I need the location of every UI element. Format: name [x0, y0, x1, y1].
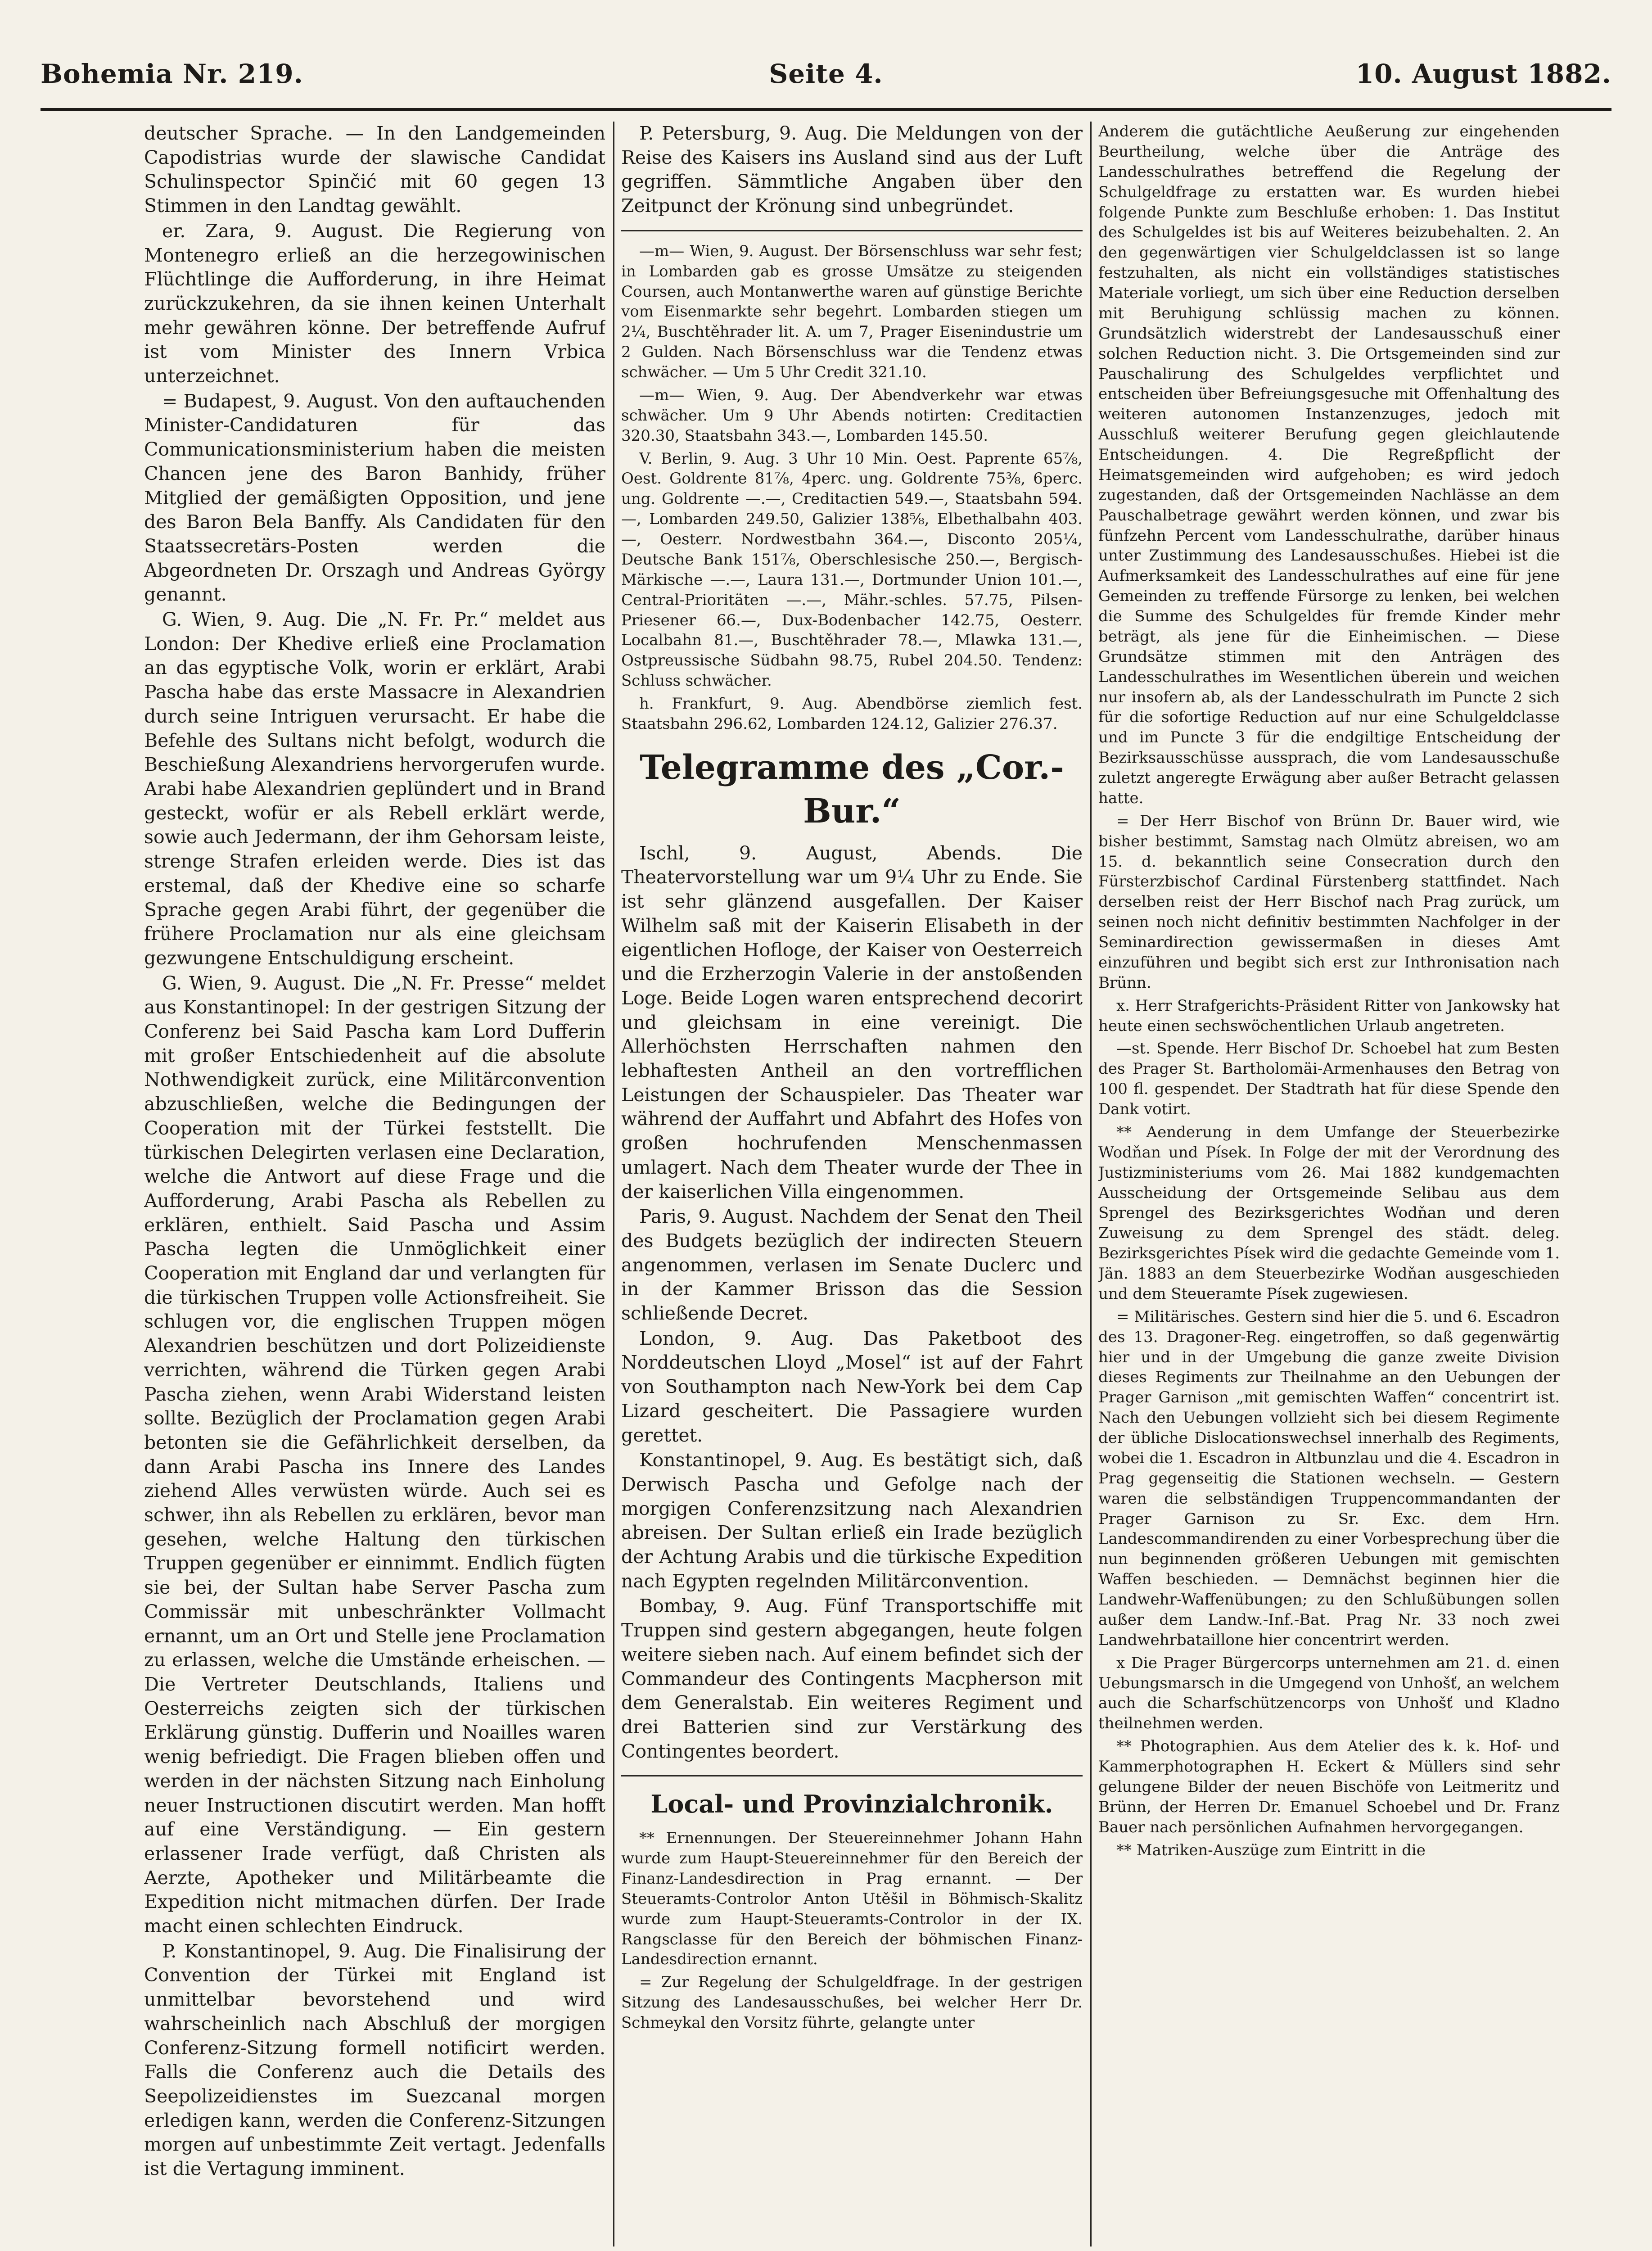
masthead — [41, 50, 1611, 108]
column-divider — [1090, 122, 1092, 2246]
article-budapest: = Budapest, 9. August. Von den auftauchenden Minister-Candidaturen für das Communicationsministerium haben die meisten Chancen jene des Baron Banhidy, früher Mitglied der gemäßigten Opposition, und jene des Baron Bela Banffy. Als Candidaten für den Staatssecretärs-Posten werden die Abgeordneten Dr. Orszagh und Andreas György genannt. — [144, 390, 605, 606]
telegram-london: London, 9. Aug. Das Paketboot des Norddeutschen Lloyd „Mosel“ ist auf der Fahrt von Southampton nach New-York bei dem Cap Lizard gescheitert. Die Passagiere wurden gerettet. — [621, 1327, 1083, 1446]
masthead-rule — [41, 108, 1611, 111]
article-petersburg: P. Petersburg, 9. Aug. Die Meldungen von der Reise des Kaisers ins Ausland sind aus der Luft gegriffen. Sämmtliche Angaben über den Zeitpunct der Krönung sind unbegründet. — [621, 122, 1083, 217]
column-3 — [1098, 122, 1560, 2251]
column-divider — [613, 122, 614, 2246]
masthead-issue: Bohemia Nr. 219. — [41, 59, 303, 89]
market-reports — [621, 241, 1083, 734]
local-photographien: ** Photographien. Aus dem Atelier des k. k. Hof- und Kammerphotographen H. Eckert & Müllers sind sehr gelungene Bilder der neuen Bischöfe von Leitmeritz und Brünn, der Herren Dr. Emanuel Schoebel und Dr. Franz Bauer nach persönlichen Aufnahmen hervorgegangen. — [1098, 1737, 1560, 1836]
local-buergercorps: x Die Prager Bürgercorps unternehmen am 21. d. einen Uebungsmarsch in die Umgegend von Unhošť, an welchem auch die Scharfschützencorps von Unhošť und Kladno theilnehmen werden. — [1098, 1654, 1560, 1733]
section-heading-local: Local- und Provinzialchronik. — [650, 1790, 1053, 1819]
section-rule — [621, 230, 1083, 231]
telegram-konstantinopel: Konstantinopel, 9. Aug. Es bestätigt sich, daß Derwisch Pascha und Gefolge nach der morgigen Conferenzsitzung nach Alexandrien abreisen. Der Sultan erließ ein Irade bezüglich der Achtung Arabis und die türkische Expedition nach Egypten regelnden Militärconvention. — [621, 1449, 1083, 1592]
article-konstantinopel: P. Konstantinopel, 9. Aug. Die Finalisirung der Convention der Türkei mit England ist unmittelbar bevorstehend und wird wahrscheinlich nach Abschluß der morgigen Conferenz-Sitzung formell notificirt werden. Falls die Conferenz auch die Details des Seepolizeidienstes im Suezcanal morgen erledigen kann, werden die Conferenz-Sitzungen morgen auf unbestimmte Zeit vertagt. Jedenfalls ist die Vertagung imminent. — [144, 1940, 605, 2180]
article-wien-conference: G. Wien, 9. August. Die „N. Fr. Presse“ meldet aus Konstantinopel: In der gestrigen Sitzung der Conferenz bei Said Pascha kam Lord Dufferin mit großer Entschiedenheit auf die absolute Nothwendigkeit zurück, eine Militärconvention abzuschließen, welche die Bedingungen der Cooperation mit der Türkei feststellt. Die türkischen Delegirten verlasen eine Declaration, welche die Antwort auf diese Frage und die Aufforderung, Arabi Pascha als Rebellen zu erklären, enthielt. Said Pascha und Assim Pascha legten die Unmöglichkeit einer Cooperation mit England dar und verlangten für die türkischen Truppen volle Actionsfreiheit. Sie schlugen vor, die englischen Truppen mögen Alexandrien beschützen und dort Polizeidienste verrichten, während die Türken gegen Arabi Pascha ziehen, wenn Arabi Widerstand leisten sollte. Bezüglich der Proclamation gegen Arabi betonten sie die Gefährlichkeit derselben, da dann Arabi Pascha ins Innere des Landes ziehend Alles verwüsten würde. Auch sei es schwer, ihn als Rebellen zu erklären, bevor man gesehen, welche Haltung den türkischen Truppen gegenüber er einnimmt. Endlich fügten sie bei, der Sultan habe Server Pascha zum Commissär mit unbeschränkter Vollmacht ernannt, um an Ort und Stelle jene Proclamation zu erlassen, welche die Umstände erheischen. — Die Vertreter Deutschlands, Italiens und Oesterreichs zeigten sich der türkischen Erklärung günstig. Dufferin und Noailles waren wenig befriedigt. Die Fragen blieben offen und werden in der nächsten Sitzung nach Einholung neuer Instructionen discutirt werden. Man hofft auf eine Verständigung. — Ein gestern erlassener Irade verfügt, daß Christen als Aerzte, Apotheker und Militärbeamte die Expedition nicht mitmachen dürfen. Der Irade macht einen schlechten Eindruck. — [144, 972, 605, 1937]
market-report-berlin: V. Berlin, 9. Aug. 3 Uhr 10 Min. Oest. Paprente 65⅞, Oest. Goldrente 81⅞, 4perc. ung. Goldrente 75⅜, 6perc. ung. Goldrente —.—, Creditactien 549.—, Staatsbahn 594.—, Lombarden 249.50, Galizier 138⅝, Elbethalbahn 403.—, Oesterr. Nordwestbahn 364.—, Disconto 205¼, Deutsche Bank 151⅞, Oberschlesische 250.—, Bergisch-Märkische —.—, Laura 131.—, Dortmunder Union 101.—, Central-Prioritäten —.—, Mähr.-schles. 57.75, Pilsen-Priesener 66.—, Dux-Bodenbacher 142.75, Oesterr. Localbahn 81.—, Buschtěhrader 78.—, Mlawka 131.—, Ostpreussische Südbahn 98.75, Rubel 204.50. Tendenz: Schluss schwächer. — [621, 449, 1083, 690]
local-ernennungen: ** Ernennungen. Der Steuereinnehmer Johann Hahn wurde zum Haupt-Steuereinnehmer für den Bereich der Finanz-Landesdirection in Prag ernannt. — Der Steueramts-Controlor Anton Utěšil in Böhmisch-Skalitz wurde zum Haupt-Steueramts-Controlor in der IX. Rangsclasse für den Bereich der böhmischen Finanz-Landesdirection ernannt. — [621, 1829, 1083, 1969]
local-matriken: ** Matriken-Auszüge zum Eintritt in die — [1116, 1841, 1426, 1859]
local-schulgeldfrage: = Zur Regelung der Schulgeldfrage. In der gestrigen Sitzung des Landesausschußes, bei welcher Herr Dr. Schmeykal den Vorsitz führte, gelangte unter — [621, 1973, 1083, 2032]
local-militaerisches: = Militärisches. Gestern sind hier die 5. und 6. Escadron des 13. Dragoner-Reg. eingetroffen, so daß gegenwärtig hier und in der Umgebung die ganze zweite Division dieses Regiments zur Theilnahme an den Uebungen der Prager Garnison „mit gemischten Waffen“ concentrirt ist. Nach den Uebungen vollzieht sich bei diesem Regimente der übliche Dislocationswechsel innerhalb des Regiments, wobei die 1. Escadron in Altbunzlau und die 4. Escadron in Prag gegenseitig die Stationen wechseln. — Gestern waren die selbständigen Truppencommandanten der Prager Garnison zu Sr. Exc. dem Hrn. Landescommandirenden zu einer Vorbesprechung über die nun beginnenden größeren Uebungen mit gemischten Waffen beschieden. — Demnächst beginnen hier die Landwehr-Waffenübungen; zu den Schlußübungen sollen außer dem Landw.-Inf.-Bat. Prag Nr. 33 noch zwei Landwehrbataillone hier concentrirt werden. — [1098, 1307, 1560, 1649]
section-rule — [621, 1775, 1083, 1776]
masthead-page-number: Seite 4. — [769, 59, 883, 89]
market-report-wien: —m— Wien, 9. August. Der Börsenschluss war sehr fest; in Lombarden gab es grosse Umsätze zu steigenden Coursen, auch Montanwerthe waren auf günstige Berichte vom Eisenmarkte sehr begehrt. Lombarden stiegen um 2¼, Buschtěhrader lit. A. um 7, Prager Eisenindustrie um 2 Gulden. Nach Börsenschluss war die Tendenz etwas schwächer. — Um 5 Uhr Credit 321.10. — [621, 242, 1083, 382]
market-report-frankfurt: h. Frankfurt, 9. Aug. Abendbörse ziemlich fest. Staatsbahn 296.62, Lombarden 124.12, Galizier 276.37. — [621, 695, 1083, 733]
article-zara: er. Zara, 9. August. Die Regierung von Montenegro erließ an die herzegowinischen Flüchtlinge die Aufforderung, in ihre Heimat zurückzukehren, da sie ihnen keinen Unterhalt mehr gewähren könne. Der betreffende Aufruf ist vom Minister des Innern Vrbica unterzeichnet. — [144, 220, 605, 387]
column-1 — [144, 122, 605, 2251]
local-news — [621, 1828, 1083, 2033]
local-strafgericht: x. Herr Strafgerichts-Präsident Ritter von Jankowsky hat heute einen sechswöchentlichen Urlaub angetreten. — [1098, 996, 1560, 1035]
telegram-paris: Paris, 9. August. Nachdem der Senat den Theil des Budgets bezüglich der indirecten Steuern angenommen, verlasen im Senate Duclerc und in der Kammer Brisson das die Session schließende Decret. — [621, 1206, 1083, 1324]
local-spende: —st. Spende. Herr Bischof Dr. Schoebel hat zum Besten des Prager St. Bartholomäi-Armenhauses den Betrag von 100 fl. gespendet. Der Stadtrath hat für diese Spende den Dank votirt. — [1098, 1040, 1560, 1118]
article-wien-khedive: G. Wien, 9. Aug. Die „N. Fr. Pr.“ meldet aus London: Der Khedive erließ eine Proclamation an das egyptische Volk, worin er erklärt, Arabi Pascha habe das erste Massacre in Alexandrien durch seine Intriguen verursacht. Er habe die Befehle des Sultans nicht befolgt, wodurch die Beschießung Alexandriens hervorgerufen wurde. Arabi habe Alexandrien geplündert und in Brand gesteckt, wofür er als Rebell erklärt werde, sowie auch Jedermann, der ihm Gehorsam leiste, strenge Strafen erleiden werde. Dies ist das erstemal, daß der Khedive eine so scharfe Sprache gegen Arabi führt, der gegenüber die frühere Proclamation nur als eine gleichsam gezwungene Entschuldigung erscheint. — [144, 609, 605, 969]
column-2 — [621, 122, 1083, 2251]
article-paragraph: deutscher Sprache. — In den Landgemeinden Capodistrias wurde der slawische Candidat Schulinspector Spinčić mit 60 gegen 13 Stimmen in den Landtag gewählt. — [144, 122, 605, 217]
section-heading-telegrams: Telegramme des „Cor.-Bur.“ — [640, 748, 1064, 831]
local-schulgeld-continued: Anderem die gutächtliche Aeußerung zur eingehenden Beurtheilung, welche über die Anträge des Landesschulrathes betreffend die Regelung der Schulgeldfrage zu erstatten war. Es wurden hiebei folgende Punkte zum Beschluße erhoben: 1. Das Institut des Schulgeldes ist bis auf Weiteres beizubehalten. 2. An den gegenwärtigen vier Schulgeldclassen ist so lange festzuhalten, als nicht ein vollständiges statistisches Materiale vorliegt, um sich über eine Reduction derselben mit Beruhigung schlüssig machen zu können. Grundsätzlich widerstrebt der Landesausschuß einer solchen Reduction nicht. 3. Die Ortsgemeinden sind zur Pauschalirung des Schulgeldes verpflichtet und entscheiden über Befreiungsgesuche mit Offenhaltung des weiteren autonomen Instanzenzuges, jedoch mit Ausschluß weiterer Berufung gegen gleichlautende Entscheidungen. 4. Die Regreßpflicht der Heimatsgemeinden wird aufgehoben; es wird jedoch zugestanden, daß der Ortsgemeinden Nachlässe an dem Pauschalbetrage gewährt werden können, und zwar bis fünfzehn Percent vom Landesschulrathe, darüber hinaus unter Zustimmung des Landesausschußes. Hiebei ist die Aufmerksamkeit des Landesschulrathes auf eine für jene Gemeinden zu treffende Fürsorge zu lenken, bei welchen die Summe des Schulgeldes für fremde Kinder mehr beträgt, als jene für die Einheimischen. — Diese Grundsätze stimmen mit den Anträgen des Landesschulrathes im Wesentlichen überein und weichen nur insofern ab, als der Landesschulrath im Puncte 2 sich für die sofortige Reduction auf nur eine Schulgeldclasse und im Puncte 3 für die endgiltige Entscheidung der Bezirksausschüsse aussprach, die vom Landesausschuße zuletzt angeregte Erwägung aber außer Betracht gelassen hatte. — [1098, 122, 1560, 807]
local-steuerbezirke: ** Aenderung in dem Umfange der Steuerbezirke Wodňan und Písek. In Folge der mit der Verordnung des Justizministeriums vom 26. Mai 1882 kundgemachten Ausscheidung der Ortsgemeinde Selibau aus dem Sprengel des Bezirksgerichtes Wodňan und deren Zuweisung zu dem Sprengel des städt. deleg. Bezirksgerichtes Písek wird die gedachte Gemeinde vom 1. Jän. 1883 an dem Steuerbezirke Wodňan ausgeschieden und dem Steueramte Písek zugewiesen. — [1098, 1123, 1560, 1303]
telegram-bombay: Bombay, 9. Aug. Fünf Transportschiffe mit Truppen sind gestern abgegangen, heute folgen weitere sieben nach. Auf einem befindet sich der Commandeur des Contingents Macpherson mit dem Generalstab. Ein weiteres Regiment und drei Batterien sind zur Verstärkung des Contingentes beordert. — [621, 1595, 1083, 1762]
telegram-ischl: Ischl, 9. August, Abends. Die Theatervorstellung war um 9¼ Uhr zu Ende. Sie ist sehr glänzend ausgefallen. Der Kaiser Wilhelm saß mit der Kaiserin Elisabeth in der eigentlichen Hofloge, der Kaiser von Oesterreich und die Erzherzogin Valerie in der anstoßenden Loge. Beide Logen waren entsprechend decorirt und gleichsam in eine vereinigt. Die Allerhöchsten Herrschaften nahmen den lebhaftesten Antheil an den vortrefflichen Leistungen der Schauspieler. Das Theater war während der Auffahrt und Abfahrt des Hofes von großen hochrufenden Menschenmassen umlagert. Nach dem Theater wurde der Thee in der kaiserlichen Villa eingenommen. — [621, 842, 1083, 1202]
market-report-wien-evening: —m— Wien, 9. Aug. Der Abendverkehr war etwas schwächer. Um 9 Uhr Abends notirten: Creditactien 320.30, Staatsbahn 343.—, Lombarden 145.50. — [621, 386, 1083, 445]
local-bischof-bruenn: = Der Herr Bischof von Brünn Dr. Bauer wird, wie bisher bestimmt, Samstag nach Olmütz abreisen, wo am 15. d. bekanntlich seine Consecration durch den Fürsterzbischof Cardinal Fürstenberg stattfindet. Nach derselben reist der Herr Bischof nach Prag zurück, um seinen noch nicht definitiv bestimmten Nachfolger in der Seminardirection gewissermaßen in dieses Amt einzuführen und begibt sich erst zur Inthronisation nach Brünn. — [1098, 812, 1560, 992]
masthead-date: 10. August 1882. — [1355, 59, 1611, 89]
